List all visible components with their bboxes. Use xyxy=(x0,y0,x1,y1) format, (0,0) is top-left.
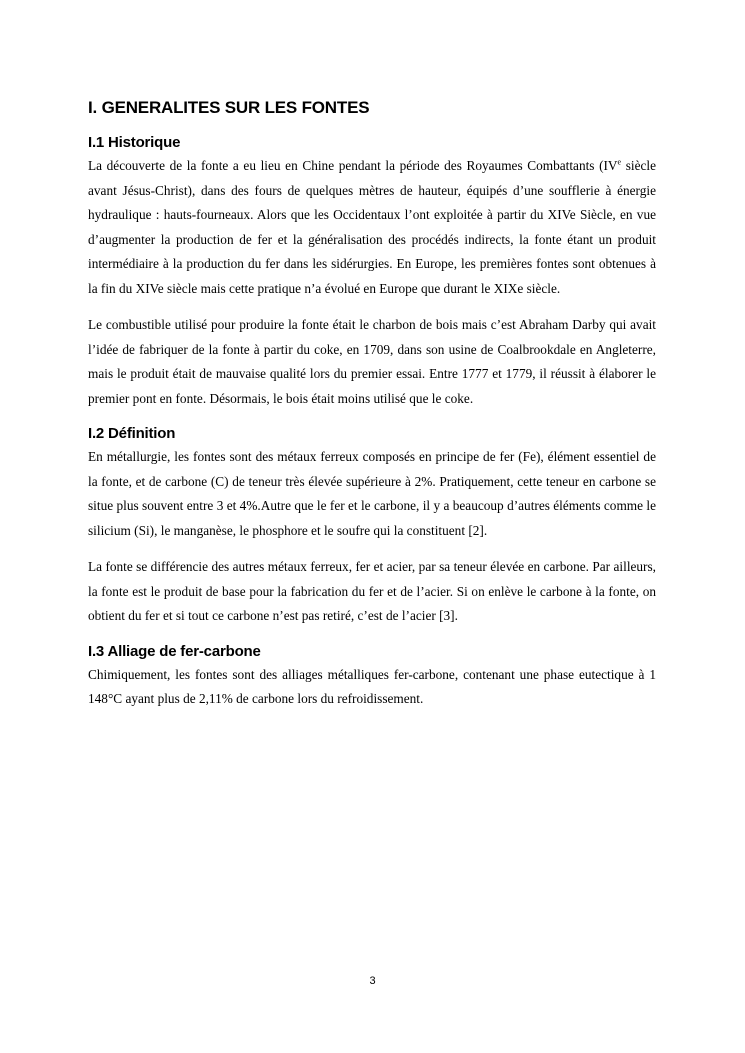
section-title-alliage: I.3 Alliage de fer-carbone xyxy=(88,642,261,660)
chapter-title: I. GENERALITES SUR LES FONTES xyxy=(88,98,370,117)
section-title-historique: I.1 Historique xyxy=(88,134,181,151)
section-historique xyxy=(88,132,656,411)
page-number: 3 xyxy=(369,975,376,987)
paragraph-historique-1 xyxy=(88,154,656,301)
paragraph-historique-2: Le combustible utilisé pour produire la fonte était le charbon de bois mais c’est Abraham Darby qui avait l’idée de fabriquer de la fonte à partir du coke, en 1709, dans son usine de Coalbrookdale en Angleterre, mais le produit était de mauvaise qualité lors du premier essai. Entre 1777 et 1779, il réussit à élaborer le premier pont en fonte. Désormais, le bois était moins utilisé que le coke. xyxy=(88,317,656,406)
section-alliage xyxy=(88,641,656,712)
document-page xyxy=(88,96,656,724)
paragraph-alliage-1: Chimiquement, les fontes sont des alliages métalliques fer-carbone, contenant une phase eutectique à 1 148°C ayant plus de 2,11% de carbone lors du refroidissement. xyxy=(88,666,656,706)
paragraph-definition-1: En métallurgie, les fontes sont des métaux ferreux composés en principe de fer (Fe), élément essentiel de la fonte, et de carbone (C) de teneur très élevée supérieure à 2%. Pratiquement, cette teneur en carbone se situe plus souvent entre 3 et 4%.Autre que le fer et le carbone, il y a beaucoup d’autres éléments comme le silicium (Si), le manganèse, le phosphore et le soufre qui la constituent [2]. xyxy=(88,449,656,538)
section-definition xyxy=(88,423,656,629)
paragraph-text: La découverte de la fonte a eu lieu en Chine pendant la période des Royaumes Combattants (IV xyxy=(88,158,618,173)
superscript: e xyxy=(617,157,622,167)
paragraph-text: siècle avant Jésus-Christ), dans des fours de quelques mètres de hauteur, équipés d’une soufflerie à énergie hydraulique : hauts-fourneaux. Alors que les Occidentaux l’ont exploitée à partir du XIVe Siècle, en vue d’augmenter la production de fer et la généralisation des procédés indirects, la fonte étant un produit intermédiaire à la production du fer dans les sidérurgies. En Europe, les premières fontes sont obtenues à la fin du XIVe siècle mais cette pratique n’a évolué en Europe que durant le XIXe siècle. xyxy=(88,158,656,296)
section-title-definition: I.2 Définition xyxy=(88,425,176,442)
paragraph-definition-2: La fonte se différencie des autres métaux ferreux, fer et acier, par sa teneur élevée en carbone. Par ailleurs, la fonte est le produit de base pour la fabrication du fer et de l’acier. Si on enlève le carbone à la fonte, on obtient du fer et si tout ce carbone n’est pas retiré, c’est de l’acier [3]. xyxy=(88,559,656,623)
